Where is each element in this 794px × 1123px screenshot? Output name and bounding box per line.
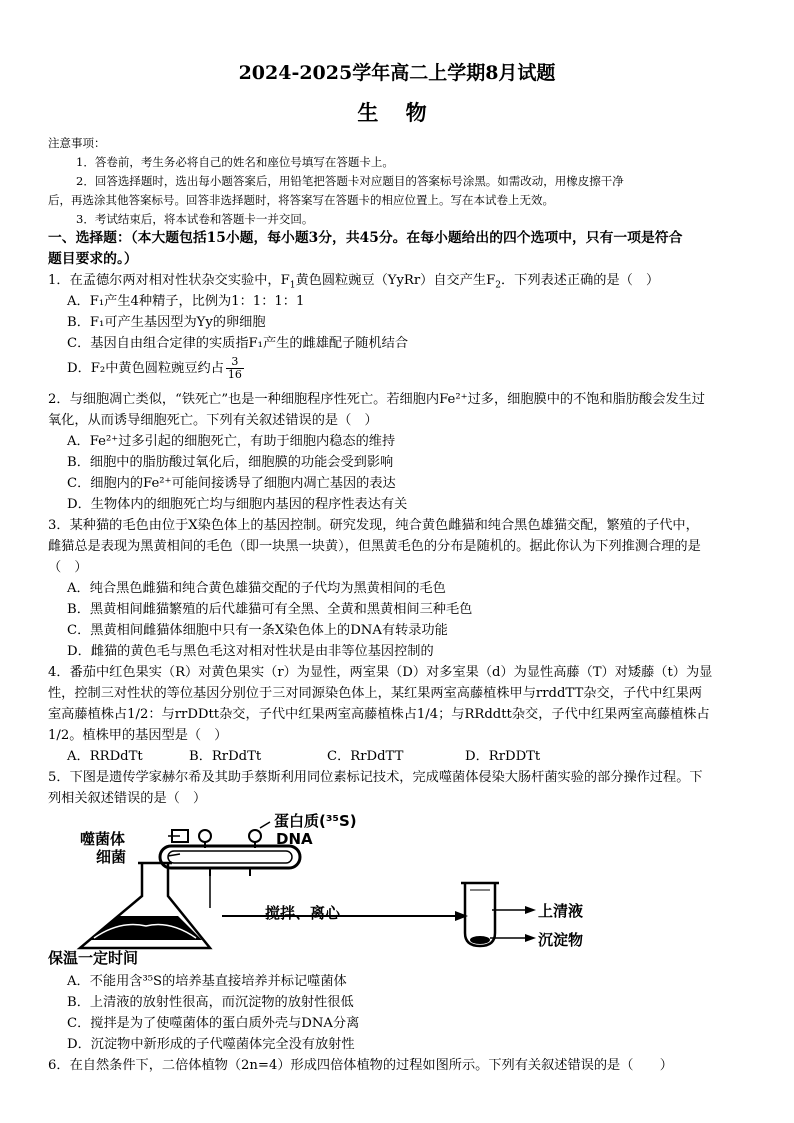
question-1-option-b: B．F₁可产生基因型为Yy的卵细胞	[67, 315, 266, 330]
question-3-stem: 3．某种猫的毛色由位于X染色体上的基因控制。研究发现，纯合黄色雌猫和纯合黑色雄猫交配，繁殖的子代中，	[48, 518, 699, 533]
question-4-option-a: A．RRDdTt	[67, 749, 143, 764]
question-4-stem-cont: 1/2。植株甲的基因型是（ ）	[48, 728, 228, 743]
question-5-option-d: D．沉淀物中新形成的子代噬菌体完全没有放射性	[67, 1037, 355, 1052]
question-6-stem: 6．在自然条件下，二倍体植物（2n=4）形成四倍体植物的过程如图所示。下列有关叙述错误的是（ ）	[48, 1058, 673, 1073]
flask-liquid	[90, 916, 202, 940]
question-1-option-a: A．F₁产生4种精子，比例为1：1：1：1	[67, 294, 305, 309]
section-heading-cont: 题目要求的。）	[48, 251, 138, 267]
question-2-option-c: C．细胞内的Fe²⁺可能间接诱导了细胞内凋亡基因的表达	[67, 476, 396, 491]
question-4-stem: 4．番茄中红色果实（R）对黄色果实（r）为显性，两室果（D）对多室果（d）为显性高藤（T）对矮藤（t）为显	[48, 665, 713, 680]
question-1-option-d: D．F₂中黄色圆粒豌豆约占 $\frac{3}{16}$	[67, 355, 242, 381]
question-3-option-a: A．纯合黑色雌猫和纯合黄色雄猫交配的子代均为黑黄相间的毛色	[67, 581, 446, 596]
question-3-stem-cont: 雌猫总是表现为黑黄相间的毛色（即一块黑一块黄），但黑黄毛色的分布是随机的。据此你认为下列推测合理的是	[48, 539, 701, 554]
question-3-option-d: D．雌猫的黄色毛与黑色毛这对相对性状是由非等位基因控制的	[67, 644, 434, 659]
label-bacteria: 细菌	[96, 848, 127, 866]
question-4-options	[67, 746, 767, 767]
phage-experiment-figure	[48, 808, 640, 967]
subject-title: 生 物	[357, 100, 437, 125]
question-5-option-a: A．不能用含³⁵S的培养基直接培养并标记噬菌体	[67, 974, 347, 989]
notes-heading: 注意事项：	[48, 136, 106, 150]
question-5-stem-cont: 列相关叙述错误的是（ ）	[48, 791, 207, 806]
note-item: 后，再选涂其他答案标号。回答非选择题时，将答案写在答题卡的相应位置上。写在本试卷上无效。	[48, 193, 554, 207]
question-5-stem: 5．下图是遗传学家赫尔希及其助手蔡斯利用同位素标记技术，完成噬菌体侵染大肠杆菌实验的部分操作过程。下	[48, 770, 703, 785]
question-5-option-b: B．上清液的放射性很高，而沉淀物的放射性很低	[67, 995, 354, 1010]
label-phage: 噬菌体	[80, 830, 126, 848]
question-4-stem-cont: 性，控制三对性状的等位基因分别位于三对同源染色体上，某红果两室高藤植株甲与rrddTT杂交，子代中红果两	[48, 686, 702, 701]
bacterium-inner	[168, 851, 292, 863]
note-item: 1．答卷前，考生务必将自己的姓名和座位号填写在答题卡上。	[76, 155, 394, 169]
question-3-stem-cont: （ ）	[48, 560, 88, 575]
question-4-option-c: C．RrDdTT	[327, 749, 404, 764]
question-1-option-c: C．基因自由组合定律的实质指F₁产生的雌雄配子随机结合	[67, 336, 409, 351]
note-item: 2．回答选择题时，选出每小题答案后，用铅笔把答题卡对应题目的答案标号涂黑。如需改动，用橡皮擦干净	[76, 174, 624, 188]
question-1-stem: 1．在孟德尔两对相对性状杂交实验中，$F_1$黄色圆粒豌豆（YyRr）自交产生$F_2$．下列表述正确的是（ ）	[48, 273, 660, 291]
question-2-option-a: A．Fe²⁺过多引起的细胞死亡，有助于细胞内稳态的维持	[67, 434, 396, 449]
question-4-option-d: D．RrDDTt	[465, 749, 541, 764]
bacterium-shape	[160, 846, 300, 868]
question-2-option-b: B．细胞中的脂肪酸过氧化后，细胞膜的功能会受到影响	[67, 455, 394, 470]
label-process: 搅拌、离心	[265, 904, 341, 922]
question-3-option-c: C．黑黄相间雌猫体细胞中只有一条X染色体上的DNA有转录功能	[67, 623, 448, 638]
note-item: 3．考试结束后，将本试卷和答题卡一并交回。	[76, 212, 314, 226]
label-protein: 蛋白质(³⁵S)	[274, 812, 357, 830]
section-heading: 一、选择题：（本大题包括15小题，每小题3分，共45分。在每小题给出的四个选项中，只有一项是符合	[48, 230, 683, 246]
exam-title: 2024-2025学年高二上学期8月试题	[238, 62, 556, 84]
question-4-option-b: B．RrDdTt	[189, 749, 262, 764]
label-incubate: 保温一定时间	[48, 949, 139, 967]
question-2-stem: 2．与细胞凋亡类似，“铁死亡”也是一种细胞程序性死亡。若细胞内Fe²⁺过多，细胞膜中的不饱和脂肪酸会发生过	[48, 392, 705, 407]
phage-dna-icon	[249, 830, 261, 842]
question-3-option-b: B．黑黄相间雌猫繁殖的后代雄猫可有全黑、全黄和黑黄相间三种毛色	[67, 602, 473, 617]
label-sediment: 沉淀物	[538, 931, 584, 949]
question-2-option-d: D．生物体内的细胞死亡均与细胞内基因的程序性表达有关	[67, 497, 408, 512]
phage-dna-icon	[199, 830, 211, 842]
question-2-stem-cont: 氧化，从而诱导细胞死亡。下列有关叙述错误的是（ ）	[48, 413, 378, 428]
question-5-option-c: C．搅拌是为了使噬菌体的蛋白质外壳与DNA分离	[67, 1016, 360, 1031]
fraction: $\frac{3}{16}$	[227, 355, 242, 381]
label-dna: DNA	[276, 830, 313, 848]
label-supernatant: 上清液	[538, 902, 584, 920]
question-4-stem-cont: 室高藤植株占1/2：与rrDDtt杂交，子代中红果两室高藤植株占1/4；与RRddtt杂交，子代中红果两室高藤植株占	[48, 707, 710, 722]
